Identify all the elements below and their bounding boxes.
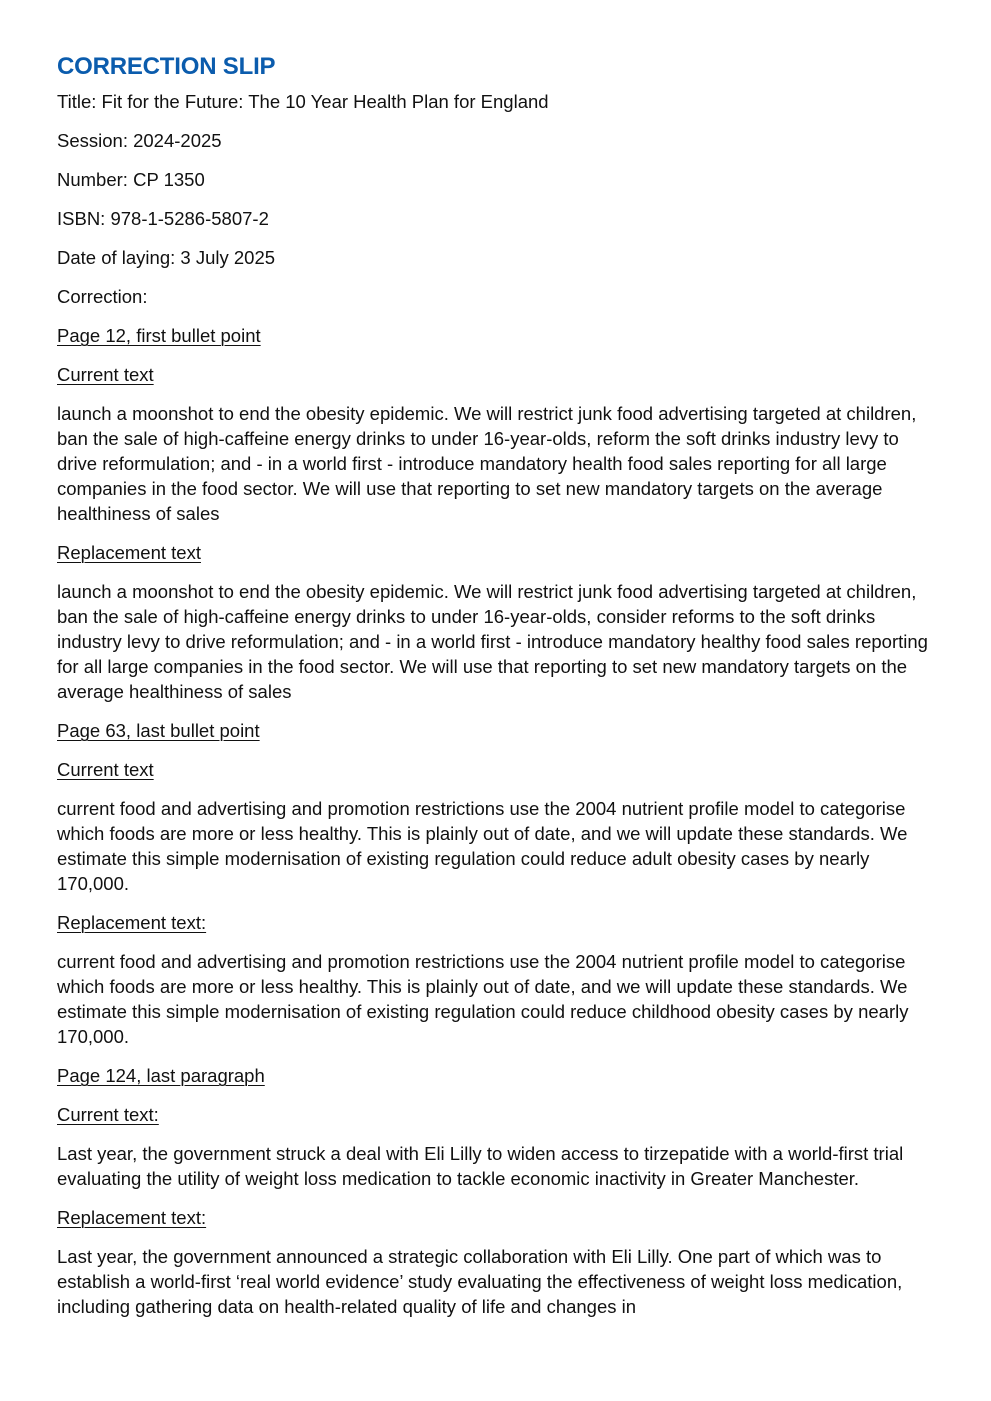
section-1-replacement-text: launch a moonshot to end the obesity epidemic. We will restrict junk food advertising targeted at children, ban the sale of high-caffeine energy drinks to under 16-year-olds, consider reforms to the soft drinks industry levy to drive reformulation; and - in a world first - introduce mandatory healthy food sales reporting for all large companies in the food sector. We will use that reporting to set new mandatory targets on the average healthiness of sales: [57, 581, 928, 702]
doc-number: Number: CP 1350: [57, 169, 205, 190]
doc-session: Session: 2024-2025: [57, 130, 222, 151]
doc-date-of-laying: Date of laying: 3 July 2025: [57, 247, 276, 268]
page-title: CORRECTION SLIP: [57, 53, 276, 80]
section-3-location: Page 124, last paragraph: [57, 1065, 265, 1086]
section-1-location: Page 12, first bullet point: [57, 325, 261, 346]
section-3-current-label: Current text:: [57, 1104, 159, 1125]
correction-label: Correction:: [57, 286, 148, 307]
section-2-replacement-text: current food and advertising and promotion restrictions use the 2004 nutrient profile model to categorise which foods are more or less healthy. This is plainly out of date, and we will update these standards. We estimate this simple modernisation of existing regulation could reduce childhood obesity cases by nearly 170,000.: [57, 951, 909, 1047]
section-1-current-label: Current text: [57, 364, 154, 385]
section-2-current-label: Current text: [57, 759, 154, 780]
doc-isbn: ISBN: 978-1-5286-5807-2: [57, 208, 269, 229]
section-3-current-text: Last year, the government struck a deal with Eli Lilly to widen access to tirzepatide with a world-first trial evaluating the utility of weight loss medication to tackle economic inactivity in Greater Manchester.: [57, 1143, 904, 1189]
section-2-replacement-label: Replacement text:: [57, 912, 207, 933]
section-1-current-text: launch a moonshot to end the obesity epidemic. We will restrict junk food advertising targeted at children, ban the sale of high-caffeine energy drinks to under 16-year-olds, reform the soft drinks industry levy to drive reformulation; and - in a world first - introduce mandatory health food sales reporting for all large companies in the food sector. We will use that reporting to set new mandatory targets on the average healthiness of sales: [57, 403, 917, 524]
correction-slip-page: [57, 52, 937, 1333]
section-2-location: Page 63, last bullet point: [57, 720, 260, 741]
section-2-current-text: current food and advertising and promotion restrictions use the 2004 nutrient profile model to categorise which foods are more or less healthy. This is plainly out of date, and we will update these standards. We estimate this simple modernisation of existing regulation could reduce adult obesity cases by nearly 170,000.: [57, 798, 908, 894]
section-3-replacement-text: Last year, the government announced a strategic collaboration with Eli Lilly. One part of which was to establish a world-first ‘real world evidence’ study evaluating the effectiveness of weight loss medication, including gathering data on health-related quality of life and changes in: [57, 1246, 903, 1317]
section-1-replacement-label: Replacement text: [57, 542, 201, 563]
section-3-replacement-label: Replacement text:: [57, 1207, 207, 1228]
doc-title: Title: Fit for the Future: The 10 Year Health Plan for England: [57, 91, 549, 112]
